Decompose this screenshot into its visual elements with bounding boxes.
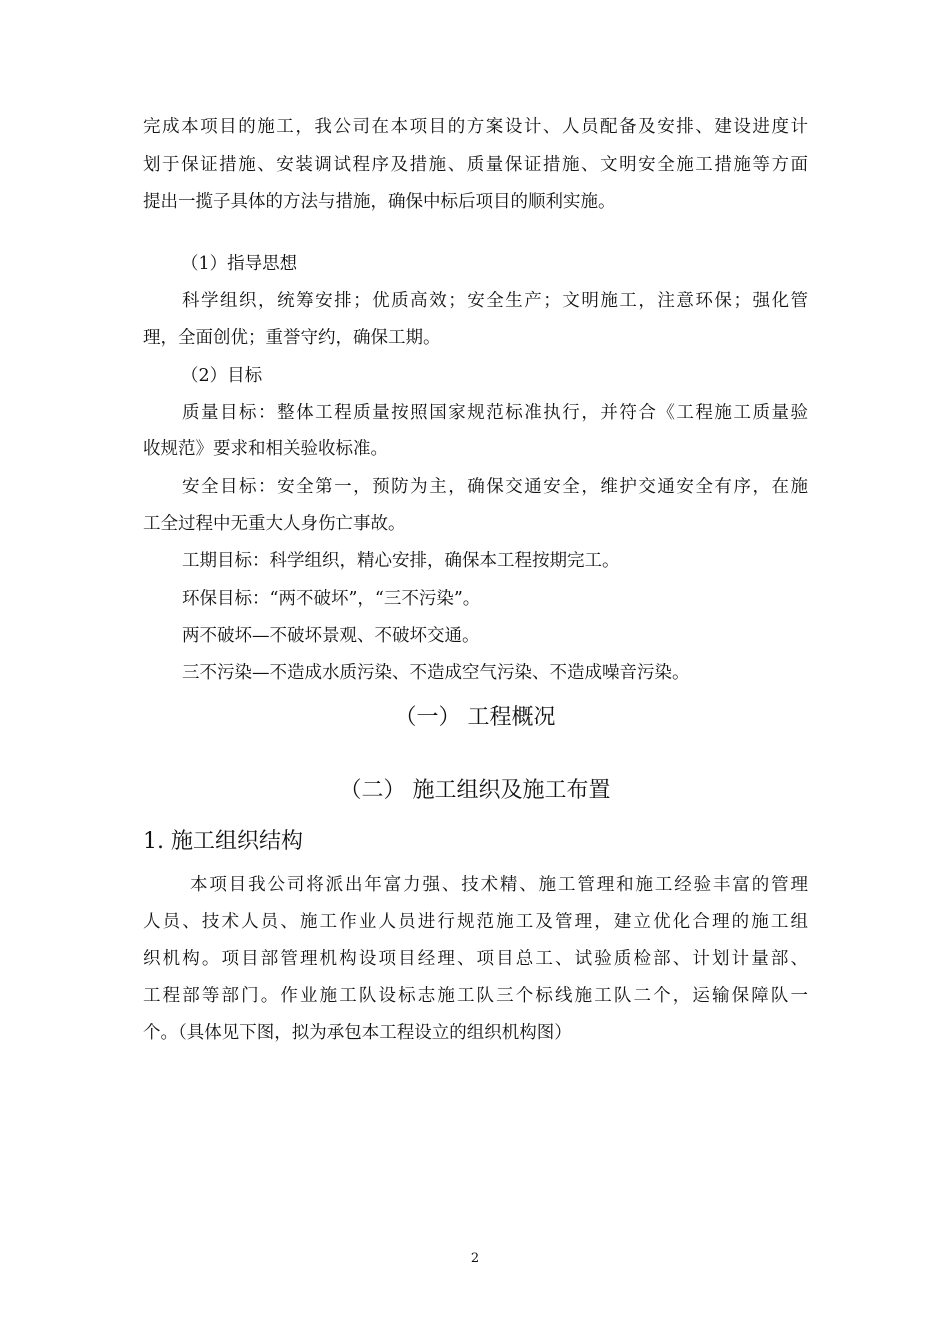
quality-goal-line-1: 质量目标：整体工程质量按照国家规范标准执行，并符合《工程施工质量验 [182,403,808,423]
intro-line-3: 提出一揽子具体的方法与措施，确保中标后项目的顺利实施。 [143,192,616,212]
page-number: 2 [470,1251,480,1266]
schedule-goal: 工期目标：科学组织，精心安排，确保本工程按期完工。 [182,551,620,571]
safety-goal-line-1: 安全目标：安全第一，预防为主，确保交通安全，维护交通安全有序，在施 [182,477,808,497]
guiding-line-1: 科学组织，统筹安排；优质高效；安全生产；文明施工，注意环保；强化管 [182,291,808,311]
goals-heading: （2）目标 [181,366,263,386]
section-title-construction-organization: （二） 施工组织及施工布置 [339,778,611,803]
org-paragraph-line-2: 人员、技术人员、施工作业人员进行规范施工及管理，建立优化合理的施工组 [143,912,808,932]
guiding-heading: （1）指导思想 [181,254,298,274]
subsection-title-organization-structure: 1. 施工组织结构 [143,829,303,854]
intro-line-1: 完成本项目的施工，我公司在本项目的方案设计、人员配备及安排、建设进度计 [143,117,808,137]
org-paragraph-line-1: 本项目我公司将派出年富力强、技术精、施工管理和施工经验丰富的管理 [190,875,808,895]
safety-goal-line-2: 工全过程中无重大人身伤亡事故。 [143,514,406,534]
three-no-pollution: 三不污染—不造成水质污染、不造成空气污染、不造成噪音污染。 [182,663,690,683]
two-no-damage: 两不破坏—不破坏景观、不破坏交通。 [182,626,480,646]
org-paragraph-line-4: 工程部等部门。作业施工队设标志施工队三个标线施工队二个，运输保障队一 [143,986,808,1006]
intro-line-2: 划于保证措施、安装调试程序及措施、质量保证措施、文明安全施工措施等方面 [143,155,808,175]
org-paragraph-line-5: 个。（具体见下图，拟为承包本工程设立的组织机构图） [143,1023,572,1043]
guiding-line-2: 理，全面创优；重誉守约，确保工期。 [143,328,441,348]
environment-goal: 环保目标：“两不破坏”，“三不污染”。 [182,589,481,609]
org-paragraph-line-3: 织机构。项目部管理机构设项目经理、项目总工、试验质检部、计划计量部、 [143,949,808,969]
section-title-project-overview: （一） 工程概况 [394,705,556,730]
quality-goal-line-2: 收规范》要求和相关验收标准。 [143,439,388,459]
